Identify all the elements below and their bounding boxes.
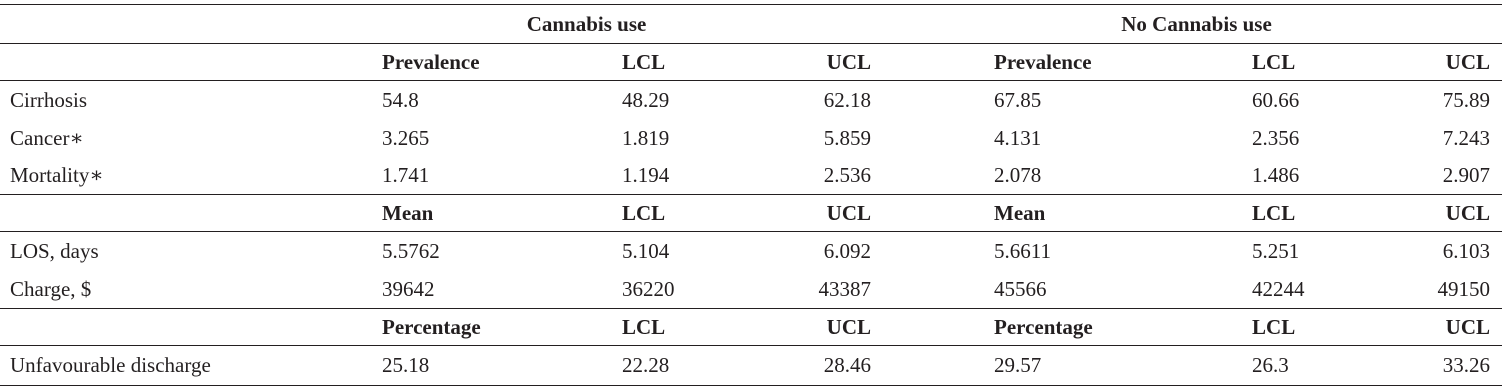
table-cell: 1.194 bbox=[622, 163, 670, 187]
table-row bbox=[0, 81, 1502, 121]
column-header: UCL bbox=[1332, 195, 1502, 232]
table-row bbox=[0, 120, 1502, 157]
table-cell: 49150 bbox=[1437, 277, 1491, 301]
table-cell: 5.5762 bbox=[282, 232, 502, 272]
table-cell: 26.3 bbox=[1147, 346, 1332, 386]
table-cell: 1.486 bbox=[1252, 163, 1300, 187]
table-cell: 1.741 bbox=[382, 163, 430, 187]
table-cell: 2.536 bbox=[823, 163, 872, 187]
table-cell: 1.819 bbox=[622, 126, 670, 150]
table-cell: 75.89 bbox=[1332, 81, 1502, 121]
table-row bbox=[0, 346, 1502, 386]
table-cell: 4.131 bbox=[994, 126, 1042, 150]
column-header: LCL bbox=[502, 195, 699, 232]
column-header: Prevalence bbox=[382, 49, 480, 74]
row-label: Cirrhosis bbox=[0, 81, 282, 121]
column-header-row bbox=[0, 309, 1502, 346]
table-cell: 48.29 bbox=[502, 81, 699, 121]
table-cell: 6.103 bbox=[1332, 232, 1502, 272]
column-header: UCL bbox=[699, 309, 891, 346]
table-cell: 28.46 bbox=[699, 346, 891, 386]
column-header-row bbox=[0, 195, 1502, 232]
column-header: LCL bbox=[622, 49, 666, 74]
table-cell: 3.265 bbox=[382, 126, 430, 150]
table-cell: 5.104 bbox=[502, 232, 699, 272]
column-header: Percentage bbox=[282, 309, 502, 346]
column-header: Mean bbox=[891, 195, 1147, 232]
column-header: LCL bbox=[1252, 49, 1296, 74]
table-cell: 2.078 bbox=[994, 163, 1042, 187]
column-header: UCL bbox=[1445, 49, 1491, 74]
table-cell: 5.251 bbox=[1147, 232, 1332, 272]
table-cell: 45566 bbox=[994, 277, 1047, 301]
group-header-cannabis: Cannabis use bbox=[282, 5, 891, 44]
table-cell: 5.859 bbox=[823, 126, 872, 150]
group-header-no-cannabis: No Cannabis use bbox=[891, 5, 1502, 44]
table-cell: 39642 bbox=[382, 277, 435, 301]
row-label: LOS, days bbox=[0, 232, 282, 272]
group-header-row bbox=[0, 5, 1502, 44]
table-cell: 22.28 bbox=[502, 346, 699, 386]
row-label-header bbox=[0, 195, 282, 232]
table-cell: 7.243 bbox=[1442, 126, 1491, 150]
column-header: LCL bbox=[1147, 195, 1332, 232]
row-label-header bbox=[0, 44, 282, 81]
column-header: UCL bbox=[1332, 309, 1502, 346]
row-label: Mortality∗ bbox=[10, 163, 104, 187]
table-cell: 6.092 bbox=[699, 232, 891, 272]
column-header: UCL bbox=[826, 49, 872, 74]
results-table bbox=[0, 4, 1502, 386]
table-cell: 25.18 bbox=[282, 346, 502, 386]
table-cell: 43387 bbox=[818, 277, 872, 301]
table-cell: 29.57 bbox=[891, 346, 1147, 386]
column-header: Mean bbox=[282, 195, 502, 232]
column-header: LCL bbox=[1147, 309, 1332, 346]
table-cell: 62.18 bbox=[699, 81, 891, 121]
table-cell: 42244 bbox=[1252, 277, 1305, 301]
table-cell: 60.66 bbox=[1147, 81, 1332, 121]
row-label: Unfavourable discharge bbox=[0, 346, 282, 386]
table-cell: 33.26 bbox=[1332, 346, 1502, 386]
empty-corner-cell bbox=[0, 5, 282, 44]
table-cell: 36220 bbox=[622, 277, 675, 301]
column-header-row bbox=[0, 44, 1502, 81]
column-header: Percentage bbox=[891, 309, 1147, 346]
table-cell: 2.356 bbox=[1252, 126, 1300, 150]
table-cell: 67.85 bbox=[891, 81, 1147, 121]
column-header: LCL bbox=[502, 309, 699, 346]
table-cell: 2.907 bbox=[1442, 163, 1491, 187]
table-row bbox=[0, 271, 1502, 309]
table-row bbox=[0, 157, 1502, 195]
row-label: Cancer∗ bbox=[10, 126, 84, 150]
row-label-header bbox=[0, 309, 282, 346]
column-header: UCL bbox=[699, 195, 891, 232]
table-row bbox=[0, 232, 1502, 272]
table-cell: 5.6611 bbox=[891, 232, 1147, 272]
column-header: Prevalence bbox=[994, 49, 1092, 74]
table-cell: 54.8 bbox=[282, 81, 502, 121]
row-label: Charge, $ bbox=[10, 277, 92, 301]
